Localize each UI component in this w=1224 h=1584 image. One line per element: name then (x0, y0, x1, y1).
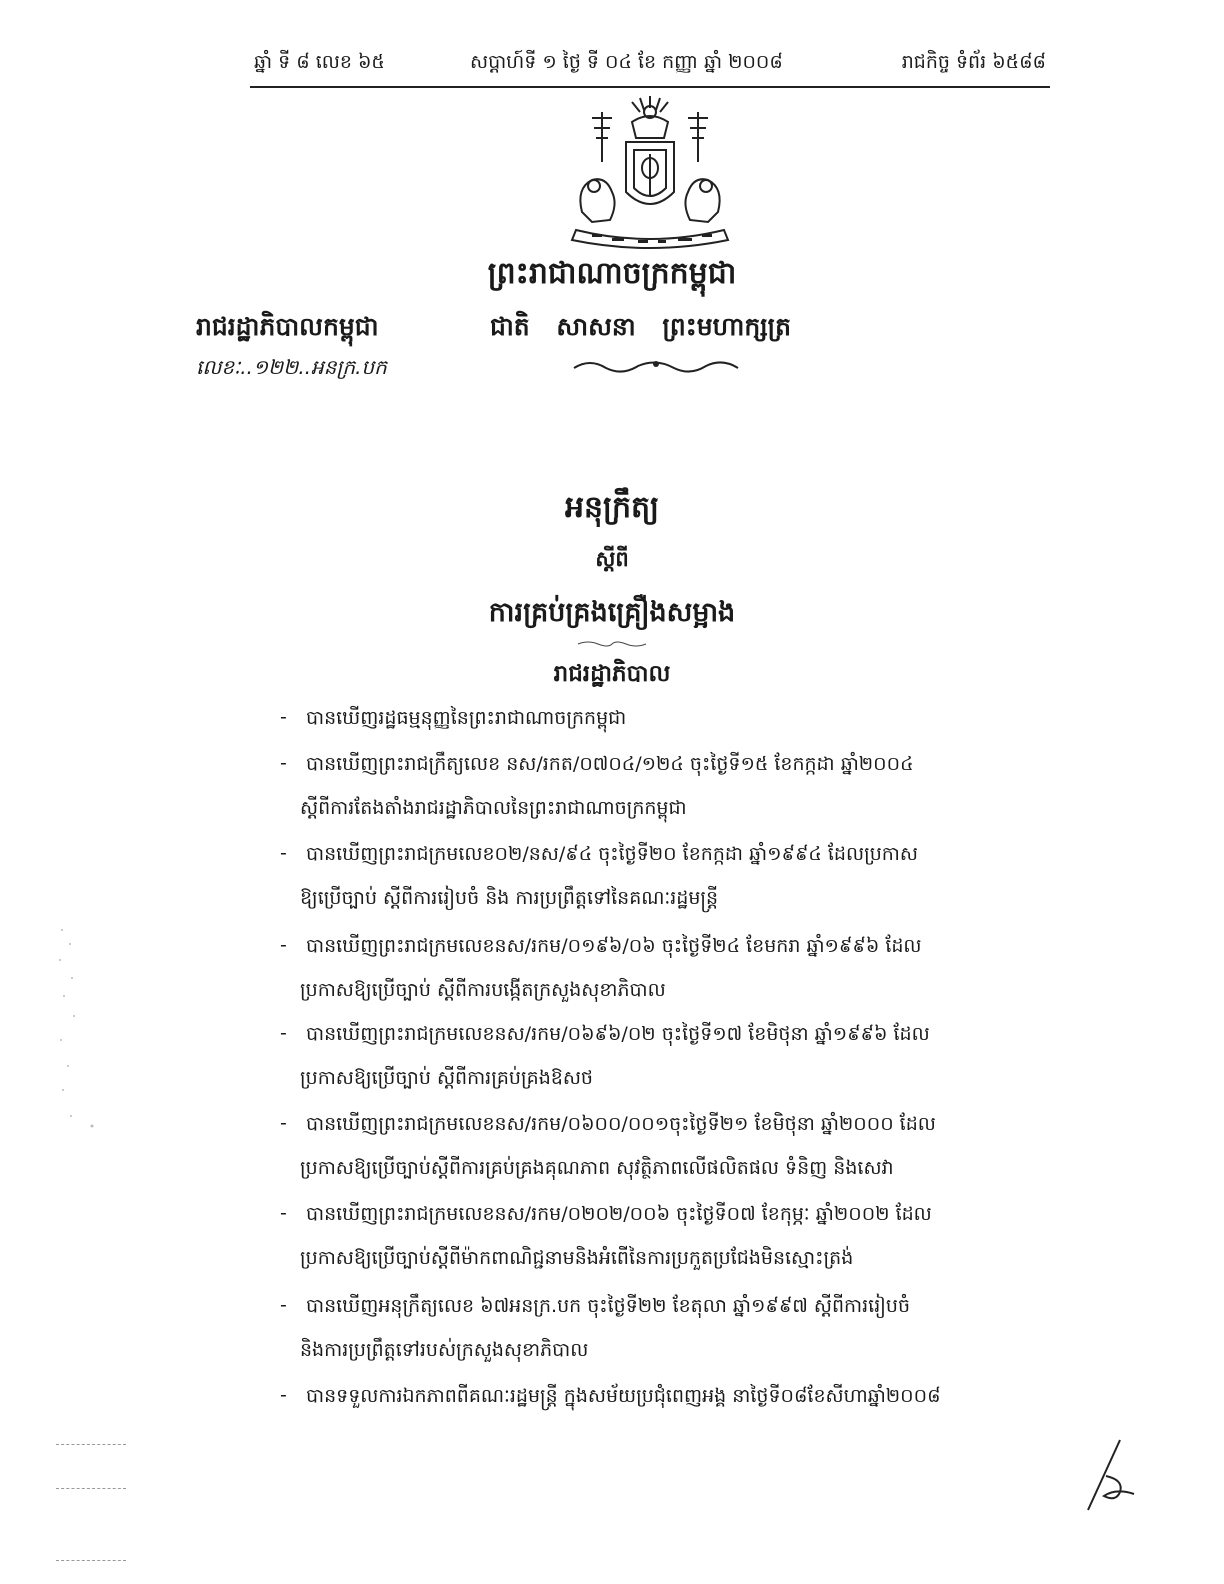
clause-line: បានឃើញព្រះរាជក្រមលេខនស/រកម/០៦០០/០០១ចុះថ្ងៃទី២១ ខែមិថុនា ឆ្នាំ២០០០ ដែល (306, 1113, 936, 1135)
clause-dash: - (280, 842, 287, 864)
document-title: អនុក្រឹត្យ (564, 490, 660, 525)
scan-artifact-line (56, 1488, 126, 1489)
national-motto: ជាតិ សាសនា ព្រះមហាក្សត្រ (490, 312, 791, 341)
clause-line: បានឃើញព្រះរាជក្រមលេខ០២/នស/៩៤ ចុះថ្ងៃទី២០ ខែកក្កដា ឆ្នាំ១៩៩៤ ដែលប្រកាស (306, 843, 918, 865)
royal-emblem-icon (562, 92, 738, 252)
clause-line: បានឃើញរដ្ឋធម្មនុញ្ញនៃព្រះរាជាណាចក្រកម្ពុជា (306, 707, 627, 729)
subject-ornament-icon (576, 640, 648, 648)
scan-artifact-line (56, 1560, 126, 1561)
clause-line: ប្រកាសឱ្យប្រើច្បាប់ ស្តីពីការគ្រប់គ្រងឱសថ (300, 1067, 593, 1089)
document-subject: ការគ្រប់គ្រងគ្រឿងសម្អាង (488, 597, 736, 628)
gazette-date: សប្តាហ៍ទី ១ ថ្ងៃ ទី ០៤ ខែ កញ្ញា ឆ្នាំ ២០០៨ (470, 51, 783, 73)
clause-line: បានទទួលការឯកភាពពីគណៈរដ្ឋមន្ត្រី ក្នុងសម័យប្រជុំពេញអង្គ នាថ្ងៃទី០៨ខែសីហាឆ្នាំ២០០៨ (306, 1385, 941, 1407)
motto-flourish-icon (570, 356, 742, 376)
clause-line: បានឃើញព្រះរាជក្រមលេខនស/រកម/០២០២/០០៦ ចុះថ្ងៃទី០៧ ខែកុម្ភៈ ឆ្នាំ២០០២ ដែល (306, 1203, 932, 1225)
government-name: រាជរដ្ឋាភិបាលកម្ពុជា (196, 312, 379, 341)
gazette-header (250, 44, 1050, 88)
clause-dash: - (280, 1202, 287, 1224)
clause-line: ប្រកាសឱ្យប្រើច្បាប់ ស្តីពីការបង្កើតក្រសួងសុខាភិបាល (300, 979, 666, 1001)
clause-dash: - (280, 706, 287, 728)
clause-line: និងការប្រព្រឹត្តទៅរបស់ក្រសួងសុខាភិបាល (300, 1339, 589, 1361)
clause-line: ឱ្យប្រើច្បាប់ ស្តីពីការរៀបចំ និង ការប្រព្រឹត្តទៅនៃគណៈរដ្ឋមន្ត្រី (300, 887, 719, 909)
signature-initial-icon (1080, 1436, 1140, 1516)
scan-artifact-line (56, 1444, 126, 1445)
gazette-volume: ឆ្នាំ ទី ៨ លេខ ៦៥ (254, 51, 385, 73)
kingdom-name: ព្រះរាជាណាចក្រកម្ពុជា (487, 256, 737, 291)
clause-dash: - (280, 1384, 287, 1406)
clause-line: ស្តីពីការតែងតាំងរាជរដ្ឋាភិបាលនៃព្រះរាជាណាចក្រកម្ពុជា (300, 797, 687, 819)
clause-dash: - (280, 1294, 287, 1316)
clause-line: បានឃើញព្រះរាជក្រមលេខនស/រកម/០៦៩៦/០២ ចុះថ្ងៃទី១៧ ខែមិថុនា ឆ្នាំ១៩៩៦ ដែល (306, 1023, 930, 1045)
clause-dash: - (280, 1112, 287, 1134)
clause-dash: - (280, 752, 287, 774)
clause-dash: - (280, 1022, 287, 1044)
scan-specks-icon (52, 920, 102, 1140)
clause-line: ប្រកាសឱ្យប្រើច្បាប់ស្តីពីការគ្រប់គ្រងគុណភាព សុវត្ថិភាពលើផលិតផល ទំនិញ និងសេវា (300, 1157, 894, 1179)
clause-line: បានឃើញអនុក្រឹត្យលេខ ៦៧អនក្រ.បក ចុះថ្ងៃទី២២ ខែតុលា ឆ្នាំ១៩៩៧ ស្តីពីការរៀបចំ (306, 1295, 911, 1317)
gazette-page: រាជកិច្ច ទំព័រ ៦៥៨៨ (901, 51, 1046, 73)
clause-line: ប្រកាសឱ្យប្រើច្បាប់ស្តីពីម៉ាកពាណិជ្ជនាមនិងអំពើនៃការប្រកួតប្រជែងមិនស្មោះត្រង់ (300, 1247, 854, 1269)
document-number: លេខៈ..១២២..អនក្រ.បក (196, 355, 387, 379)
document-title-on: ស្តីពី (595, 547, 629, 571)
issuer: រាជរដ្ឋាភិបាល (553, 661, 671, 687)
clause-dash: - (280, 934, 287, 956)
clause-line: បានឃើញព្រះរាជក្រឹត្យលេខ នស/រកត/០៧០៤/១២៤ ចុះថ្ងៃទី១៥ ខែកក្កដា ឆ្នាំ២០០៤ (306, 753, 914, 775)
clause-line: បានឃើញព្រះរាជក្រមលេខនស/រកម/០១៩៦/០៦ ចុះថ្ងៃទី២៤ ខែមករា ឆ្នាំ១៩៩៦ ដែល (306, 935, 922, 957)
